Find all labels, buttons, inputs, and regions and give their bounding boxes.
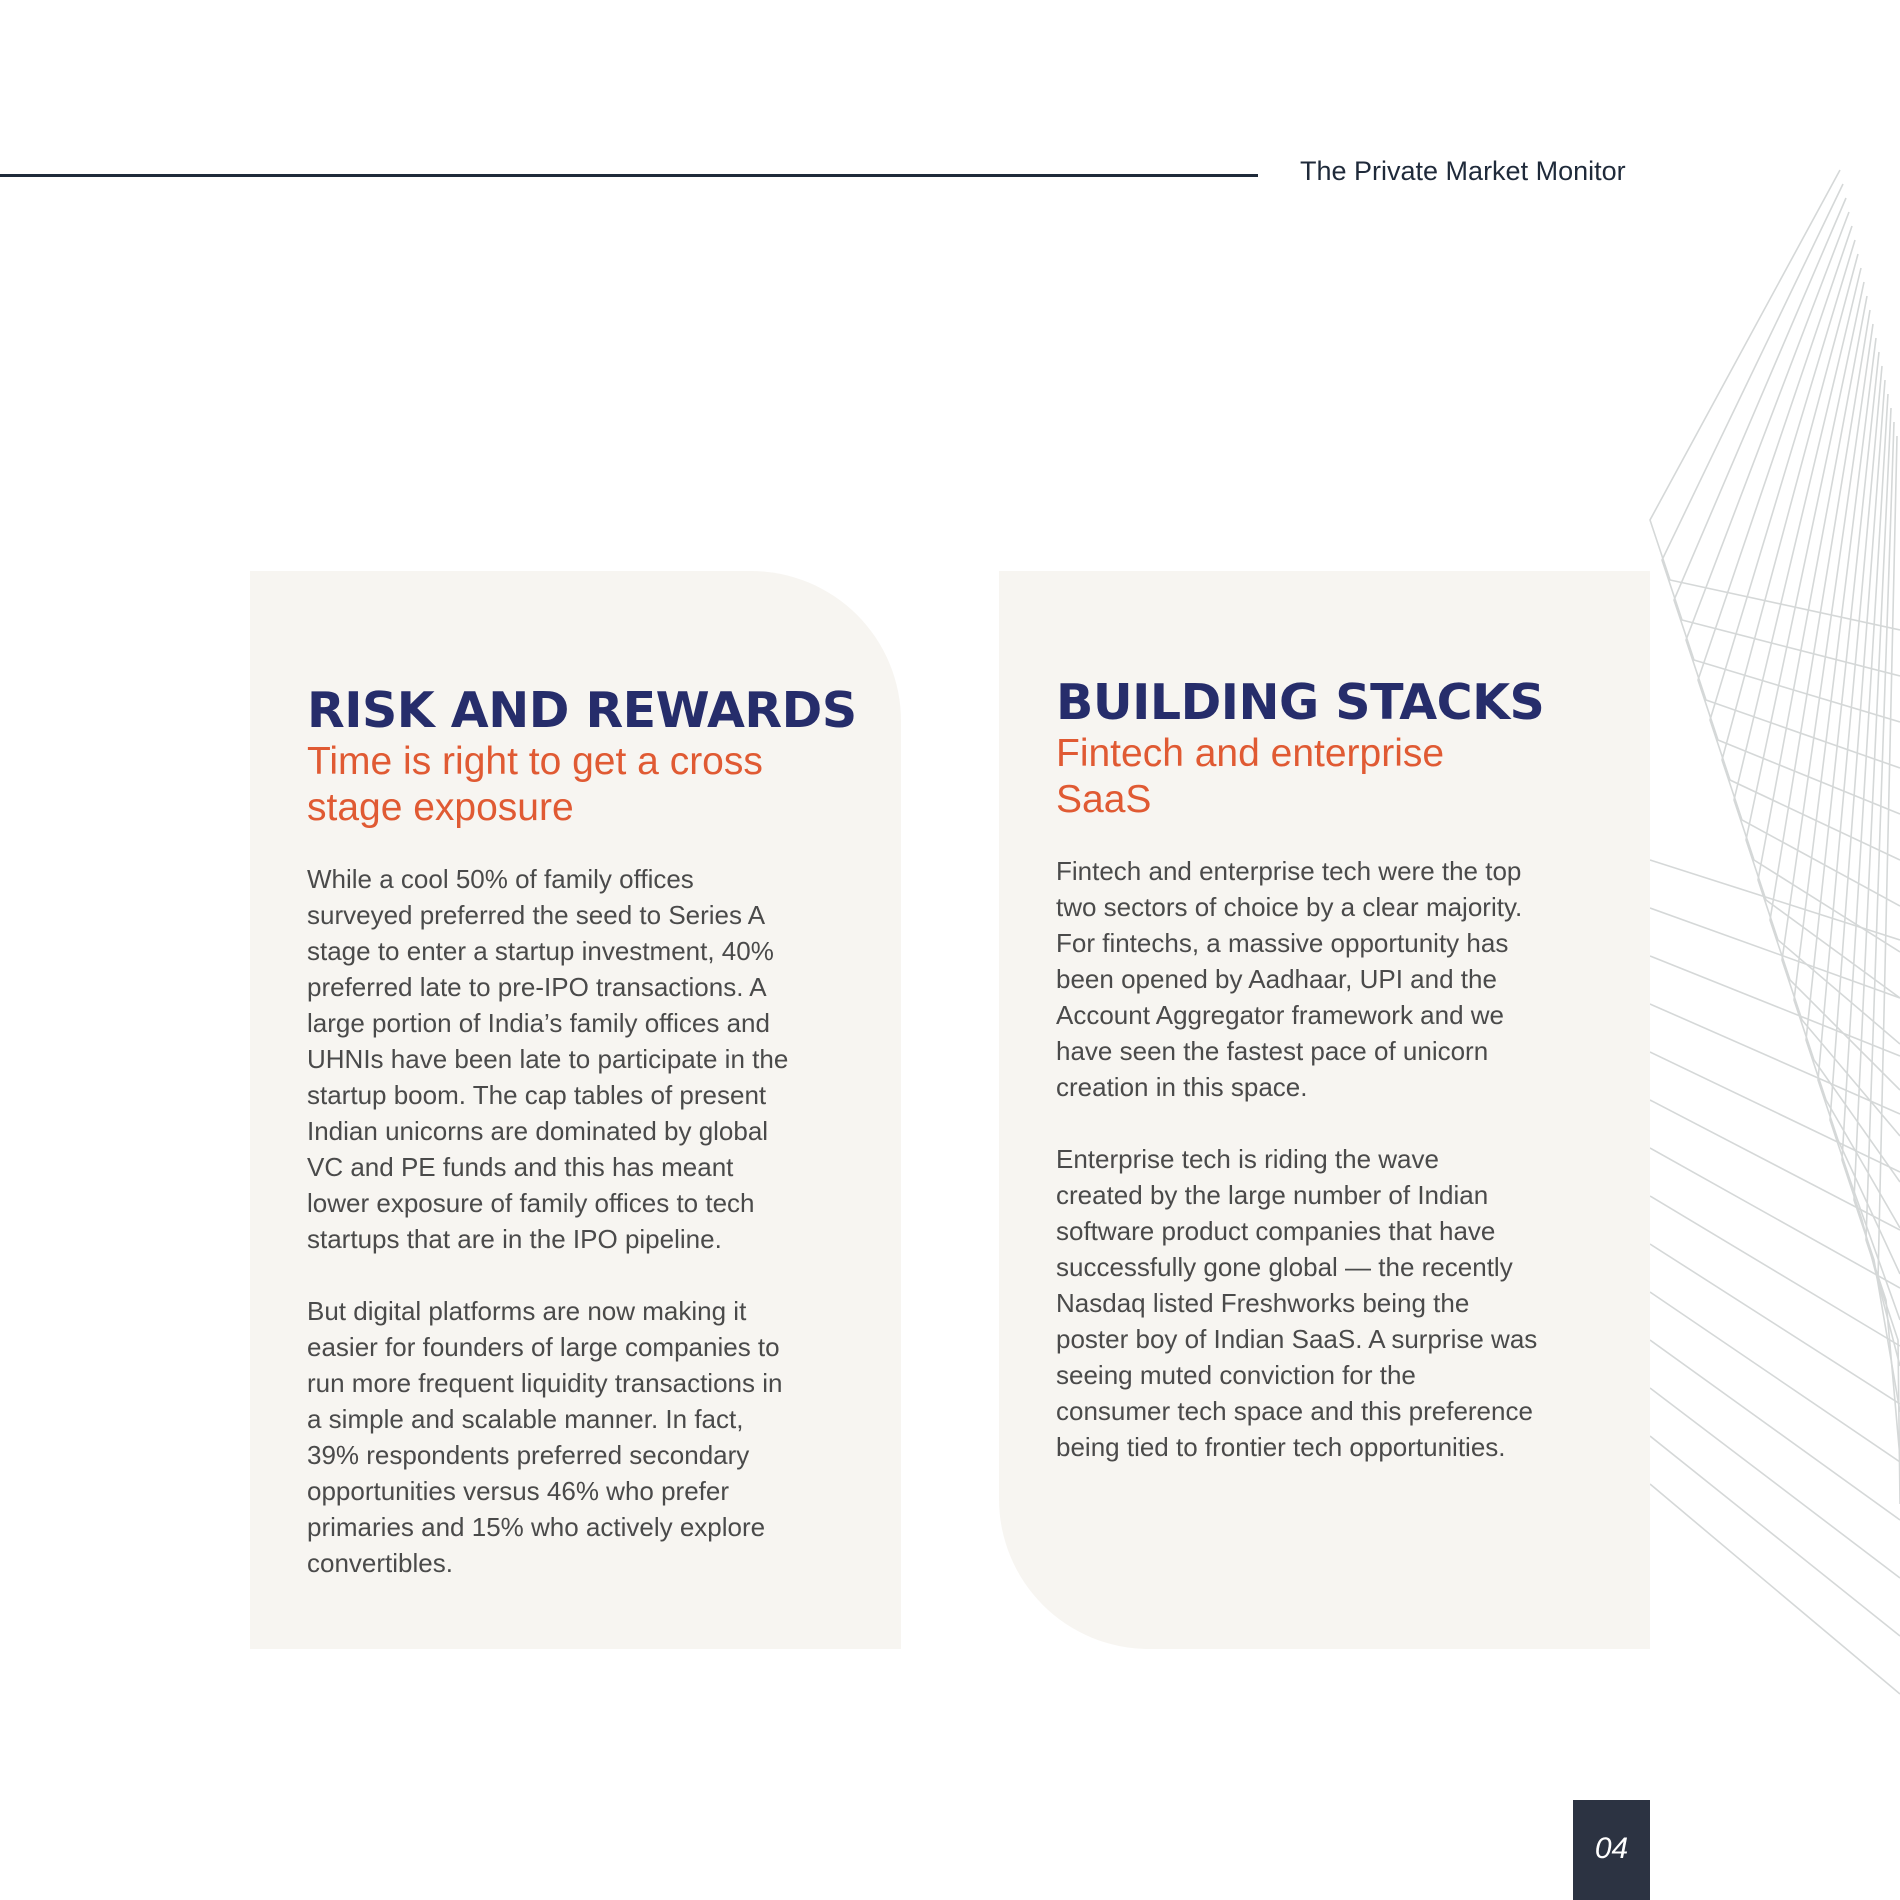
body-line: Indian unicorns are dominated by global bbox=[307, 1116, 769, 1146]
body-line: run more frequent liquidity transactions in bbox=[307, 1368, 783, 1398]
body-line: startup boom. The cap tables of present bbox=[307, 1080, 767, 1110]
body-line: been opened by Aadhaar, UPI and the bbox=[1056, 964, 1497, 994]
body-line: software product companies that have bbox=[1056, 1216, 1496, 1246]
decor-line bbox=[1650, 1340, 1900, 1520]
body-line: UHNIs have been late to participate in the bbox=[307, 1044, 789, 1074]
decor-line bbox=[1650, 1052, 1900, 1172]
body-line: large portion of India’s family offices and bbox=[307, 1008, 770, 1038]
body-line: easier for founders of large companies to bbox=[307, 1332, 780, 1362]
body-line: Enterprise tech is riding the wave bbox=[1056, 1144, 1439, 1174]
decor-line bbox=[1830, 380, 1900, 1320]
body-paragraph bbox=[1056, 853, 1610, 1105]
decor-line bbox=[1650, 908, 1900, 998]
body-line: surveyed preferred the seed to Series A bbox=[307, 900, 766, 930]
body-line: lower exposure of family offices to tech bbox=[307, 1188, 755, 1218]
body-line: Nasdaq listed Freshworks being the bbox=[1056, 1288, 1470, 1318]
subheading-line: Fintech and enterprise bbox=[1056, 732, 1445, 775]
body-line: stage to enter a startup investment, 40% bbox=[307, 936, 774, 966]
body-line: successfully gone global — the recently bbox=[1056, 1252, 1513, 1282]
card-building-stacks bbox=[999, 571, 1650, 1649]
card-heading: BUILDING STACKS bbox=[1056, 674, 1545, 731]
body-line: Account Aggregator framework and we bbox=[1056, 1000, 1505, 1030]
subheading-line: SaaS bbox=[1056, 778, 1152, 821]
body-paragraph bbox=[307, 861, 861, 1257]
decor-line bbox=[1650, 1484, 1900, 1694]
body-line: created by the large number of Indian bbox=[1056, 1180, 1489, 1210]
body-line: convertibles. bbox=[307, 1548, 453, 1578]
body-line: two sectors of choice by a clear majority. bbox=[1056, 892, 1523, 922]
body-line: opportunities versus 46% who prefer bbox=[307, 1476, 730, 1506]
card-body bbox=[307, 861, 861, 1581]
body-line: Fintech and enterprise tech were the top bbox=[1056, 856, 1522, 886]
body-line: a simple and scalable manner. In fact, bbox=[307, 1404, 744, 1434]
decor-line bbox=[1770, 310, 1900, 1090]
body-line: creation in this space. bbox=[1056, 1072, 1308, 1102]
card-subheading bbox=[1056, 731, 1610, 823]
page-number: 04 bbox=[1594, 1832, 1629, 1865]
body-paragraph bbox=[1056, 1141, 1610, 1465]
card-subheading bbox=[307, 739, 861, 831]
body-line: For fintechs, a massive opportunity has bbox=[1056, 928, 1509, 958]
body-line: poster boy of Indian SaaS. A surprise was bbox=[1056, 1324, 1538, 1354]
card-heading: RISK AND REWARDS bbox=[307, 682, 857, 739]
decor-line bbox=[1650, 860, 1900, 940]
decor-line bbox=[1686, 212, 1900, 768]
body-line: But digital platforms are now making it bbox=[307, 1296, 747, 1326]
body-line: consumer tech space and this preference bbox=[1056, 1396, 1533, 1426]
body-line: being tied to frontier tech opportunities. bbox=[1056, 1432, 1506, 1462]
body-line: primaries and 15% who actively explore bbox=[307, 1512, 766, 1542]
decor-line bbox=[1650, 1436, 1900, 1636]
publication-title: The Private Market Monitor bbox=[1300, 156, 1626, 186]
decor-line bbox=[1746, 282, 1900, 998]
card-body bbox=[1056, 853, 1610, 1465]
subheading-line: stage exposure bbox=[307, 786, 574, 829]
body-line: have seen the fastest pace of unicorn bbox=[1056, 1036, 1489, 1066]
card-risk-and-rewards bbox=[250, 571, 901, 1649]
decor-line bbox=[1650, 1292, 1900, 1462]
decor-line bbox=[1782, 324, 1900, 1136]
decor-line bbox=[1650, 1388, 1900, 1578]
subheading-line: Time is right to get a cross bbox=[307, 740, 763, 783]
body-line: While a cool 50% of family offices bbox=[307, 864, 694, 894]
header-rule bbox=[0, 174, 1258, 177]
body-line: preferred late to pre-IPO transactions. A bbox=[307, 972, 767, 1002]
body-line: 39% respondents preferred secondary bbox=[307, 1440, 750, 1470]
body-line: seeing muted conviction for the bbox=[1056, 1360, 1416, 1390]
decor-line bbox=[1650, 1100, 1900, 1230]
page-number-box bbox=[1573, 1800, 1650, 1900]
body-line: VC and PE funds and this has meant bbox=[307, 1152, 734, 1182]
decor-line bbox=[1722, 254, 1900, 906]
body-paragraph bbox=[307, 1293, 861, 1581]
body-line: startups that are in the IPO pipeline. bbox=[307, 1224, 722, 1254]
